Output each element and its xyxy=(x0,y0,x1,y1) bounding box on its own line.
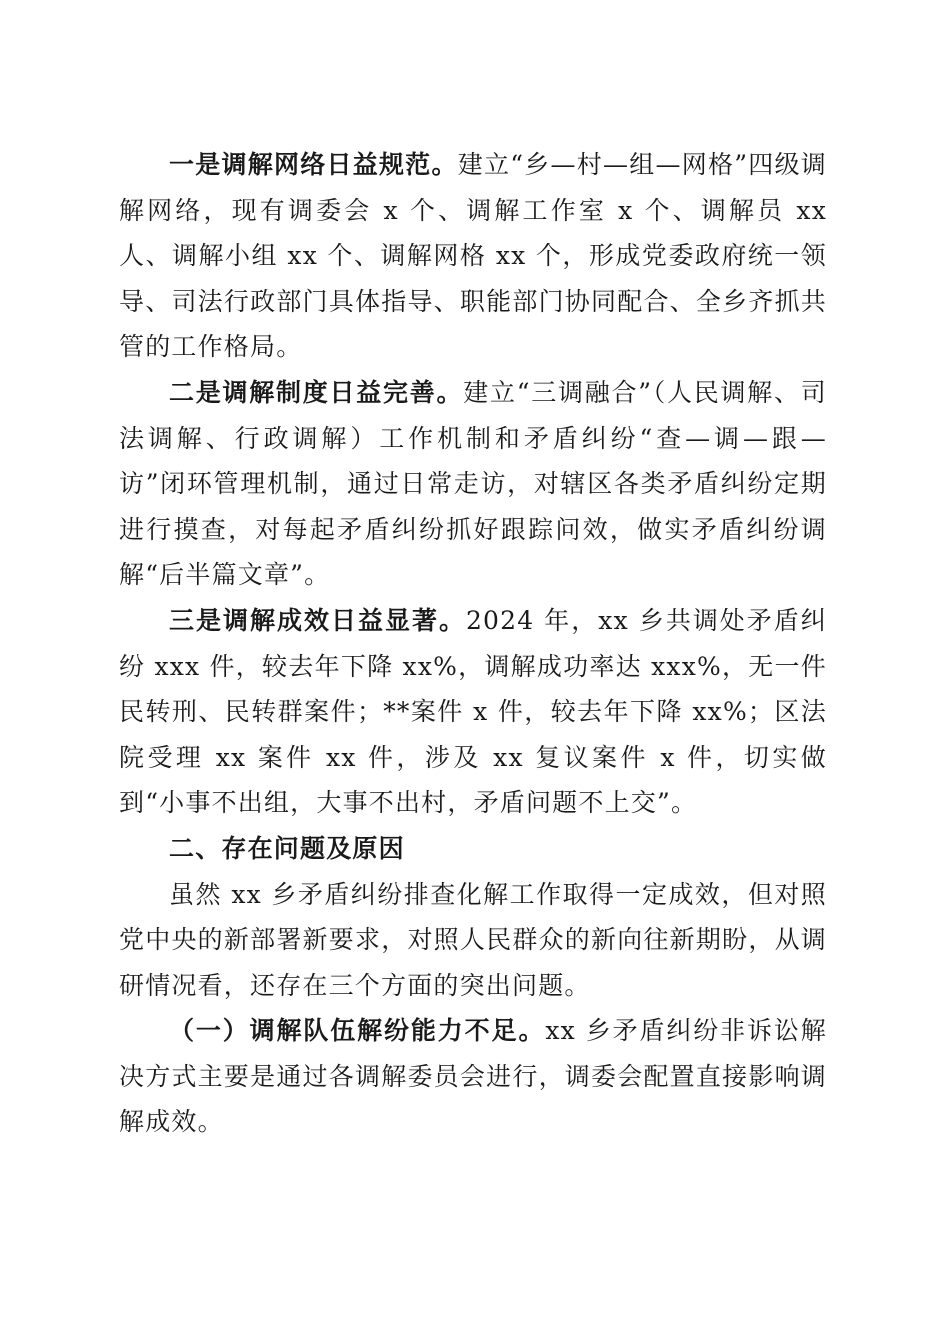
intro-paragraph: 虽然 xx 乡矛盾纠纷排查化解工作取得一定成效，但对照党中央的新部署新要求，对照人民群众的新向往新期盼，从调研情况看，还存在三个方面的突出问题。 xyxy=(119,879,827,1000)
paragraph-lead: 三是调解成效日益显著。 xyxy=(169,605,466,635)
paragraph-text: xx 乡矛盾纠纷非诉讼解决方式主要是通过各调解委员会进行，调委会配置直接影响调解成效。 xyxy=(119,1016,827,1137)
paragraph-text: 2024 年，xx 乡共调处矛盾纠纷 xxx 件，较去年下降 xx%，调解成功率达 xxx%，无一件民转刑、民转群案件；**案件 x 件，较去年下降 xx%；区法院受理 xx 案件 xx 件，涉及 xx 复议案件 x 件，切实做到“小事不出组，大事不出村，矛盾问题不上交”。 xyxy=(119,605,827,818)
paragraph-text: 建立“三调融合”（人民调解、司法调解、行政调解）工作机制和矛盾纠纷“查—调—跟—访”闭环管理机制，通过日常走访，对辖区各类矛盾纠纷定期进行摸查，对每起矛盾纠纷抓好跟踪问效，做实矛盾纠纷调解“后半篇文章”。 xyxy=(119,377,827,590)
paragraph-mediation-network xyxy=(119,142,827,370)
sub-item-paragraph xyxy=(119,1008,827,1145)
paragraph-lead: 一是调解网络日益规范。 xyxy=(169,150,458,179)
paragraph-text: 建立“乡—村—组—网格”四级调解网络，现有调委会 x 个、调解工作室 x 个、调解员 xx 人、调解小组 xx 个、调解网格 xx 个，形成党委政府统一领导、司法行政部门具体指导、职能部门协同配合、全乡齐抓共管的工作格局。 xyxy=(119,150,828,362)
section-heading: 二、存在问题及原因 xyxy=(169,833,405,863)
paragraph-mediation-system xyxy=(119,370,827,598)
paragraph-mediation-results xyxy=(119,598,827,826)
document-body xyxy=(119,142,827,1145)
paragraph-lead: 二是调解制度日益完善。 xyxy=(169,377,464,407)
sub-item-heading: （一）调解队伍解纷能力不足。 xyxy=(169,1016,546,1046)
